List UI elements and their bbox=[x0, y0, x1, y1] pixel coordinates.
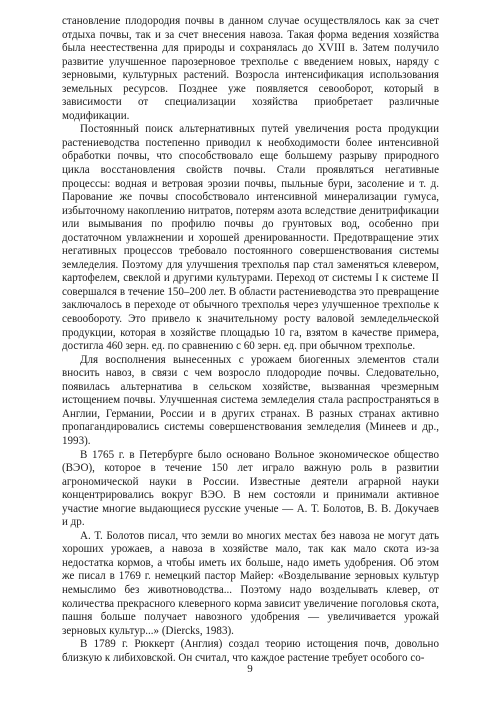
paragraph: В 1789 г. Рюккерт (Англия) создал теорию истощения почв, довольно близкую к либиховской. Он считал, что каждое растение требует особого со- bbox=[62, 638, 439, 664]
paragraph: В 1765 г. в Петербурге было основано Вольное экономическое общество (ВЭО), которое в течение 150 лет играло важную роль в развитии агрономической науки в России. Известные деятели аграрной науки концентрировались вокруг ВЭО. В нем состояли и принимали активное участие многие выдающиеся русские ученые — А. Т. Болотов, В. В. Докучаев и др. bbox=[62, 448, 439, 529]
page-number: 9 bbox=[247, 663, 253, 675]
body-text bbox=[62, 15, 439, 665]
paragraph-continuation: становление плодородия почвы в данном случае осуществлялось как за счет отдыха почвы, так и за счет внесения навоза. Такая форма ведения хозяйства была неестественна для природы и сохранялась до XVIII в. Затем получило развитие улучшенное парозерновое трехполье с введением новых, наряду с зерновыми, культурных растений. Возросла интенсификация использования земельных ресурсов. Позднее уже появляется севооборот, который в зависимости от специализации хозяйства приобретает различные модификации. bbox=[62, 15, 439, 122]
paragraph: Для восполнения вынесенных с урожаем биогенных элементов стали вносить навоз, в связи с чем возросло плодородие почвы. Следовательно, появилась альтернатива в сельском хозяйстве, вызванная чрезмерным истощением почвы. Улучшенная система земледелия стала распространяться в Англии, Германии, России и в других странах. В разных странах активно пропагандировались системы совершенствования земледелия (Минеев и др., 1993). bbox=[62, 353, 439, 447]
paragraph: А. Т. Болотов писал, что земли во многих местах без навоза не могут дать хороших урожаев, а навоза в хозяйстве мало, так как мало скота из-за недостатка кормов, а чтобы иметь их больше, надо иметь удобрения. Об этом же писал в 1769 г. немецкий пастор Майер: «Возделывание зерновых культур немыслимо без животноводства... Поэтому надо возделывать клевер, от количества прекрасного клеверного корма зависит увеличение поголовья скота, пашня больше получает навозного удобрения — увеличивается урожай зерновых культур...» (Diercks, 1983). bbox=[62, 529, 439, 637]
paragraph: Постоянный поиск альтернативных путей увеличения роста продукции растениеводства постепенно приводил к необходимости более интенсивной обработки почвы, что способствовало еще большему разрыву природного цикла восстановления свойств почвы. Стали проявляться негативные процессы: водная и ветровая эрозии почвы, пыльные бури, засоление и т. д. Парование же почвы способствовало интенсивной минерализации гумуса, избыточному накоплению нитратов, потерям азота вследствие денитрификации или вымывания по профилю почвы до грунтовых вод, особенно при достаточном увлажнении и хорошей дренированности. Предотвращение этих негативных процессов требовало постоянного совершенствования системы земледелия. Поэтому для улучшения трехполья пар стал заменяться клевером, картофелем, свеклой и другими культурами. Переход от системы I к системе II совершался в течение 150–200 лет. В области растениеводства это превращение заключалось в переходе от обычного трехполья через улучшенное трехполье к севообороту. Это привело к значительному росту валовой земледельческой продукции, которая в хозяйстве площадью 10 га, взятом в качестве примера, достигла 460 зерн. ед. по сравнению с 60 зерн. ед. при обычном трехполье. bbox=[62, 123, 439, 353]
